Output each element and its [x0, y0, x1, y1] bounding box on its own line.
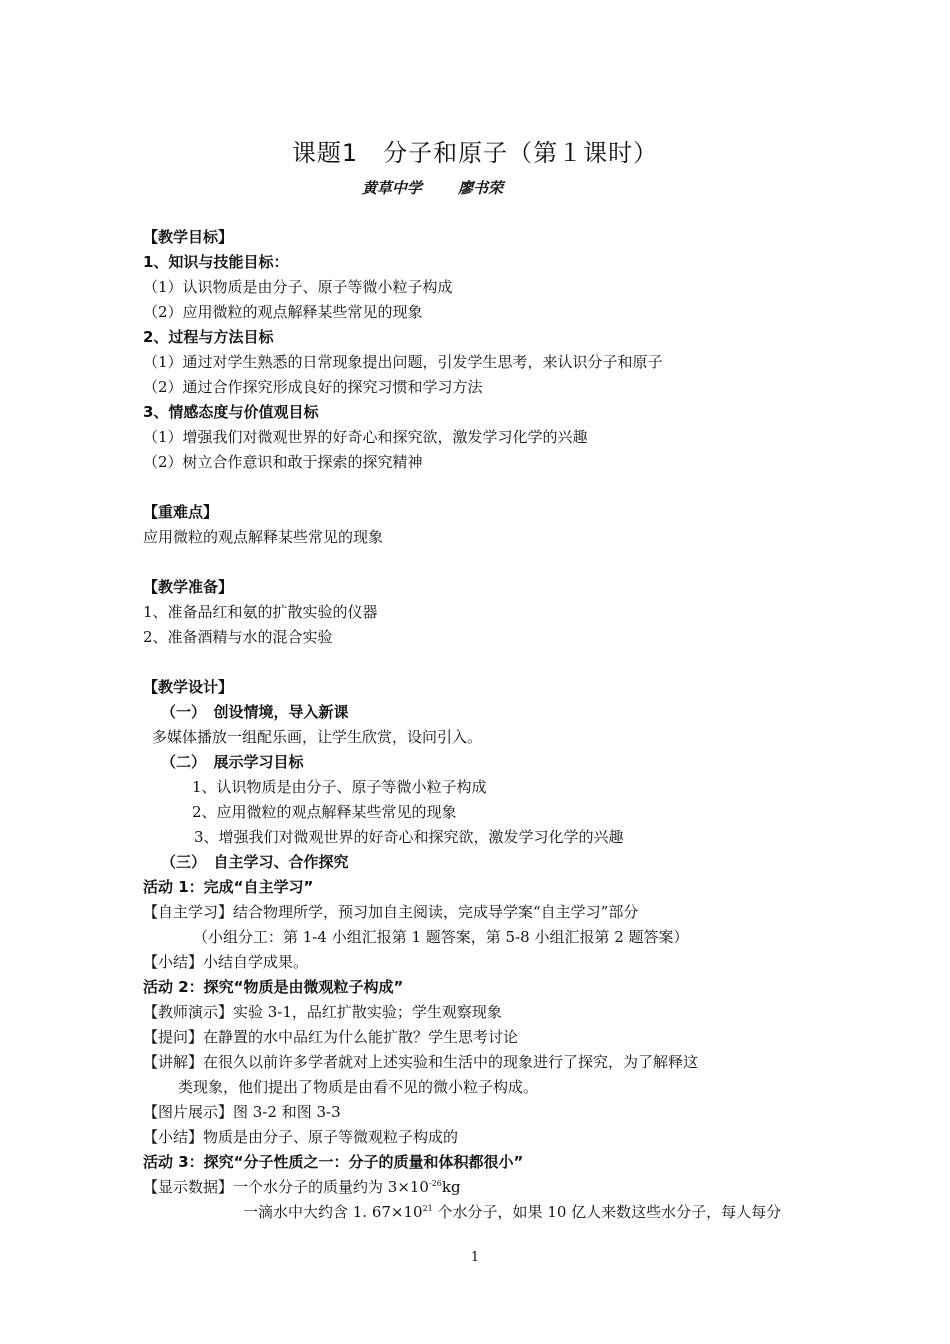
text-line: 【提问】在静置的水中品红为什么能扩散？学生思考讨论 — [143, 1028, 519, 1046]
section-heading: 1、知识与技能目标： — [143, 253, 289, 271]
blank-line — [143, 475, 833, 500]
section-heading: 活动 2：探究“物质是由微观粒子构成” — [143, 978, 404, 996]
section-heading: 活动 3：探究“分子性质之一：分子的质量和体积都很小” — [143, 1153, 524, 1171]
text-line: 1、准备品红和氨的扩散实验的仪器 — [143, 603, 378, 621]
section-heading: 2、过程与方法目标 — [143, 328, 274, 346]
text-line: 【教师演示】实验 3-1，品红扩散实验；学生观察现象 — [143, 1003, 502, 1021]
blank-line — [143, 650, 833, 675]
page-title: 课题1 分子和原子（第１课时） — [291, 139, 659, 167]
section-heading: 【教学目标】 — [143, 228, 234, 246]
text-line: 1、认识物质是由分子、原子等微小粒子构成 — [192, 778, 487, 796]
text-line: 【小结】小结自学成果。 — [143, 953, 309, 971]
data-line-mass: 【显示数据】一个水分子的质量约为 $3\times 10^{-26}kg$ — [143, 1178, 461, 1196]
text-line: （2）应用微粒的观点解释某些常见的现象 — [143, 303, 423, 321]
data-line-count: 一滴水中大约含 1. $67\times 10^{21}$ 个水分子，如果 10 亿人来数这些水分子，每人每分 — [243, 1203, 782, 1221]
text-line: 多媒体播放一组配乐画，让学生欣赏，设问引入。 — [152, 728, 483, 746]
text-line: 【讲解】在很久以前许多学者就对上述实验和生活中的现象进行了探究，为了解释这 — [143, 1053, 699, 1071]
text-line: （2）树立合作意识和敢于探索的探究精神 — [143, 453, 423, 471]
page-number: 1 — [470, 1250, 480, 1265]
text-line: 【图片展示】图 3-2 和图 3-3 — [143, 1103, 341, 1121]
section-heading: 活动 1：完成“自主学习” — [143, 878, 314, 896]
section-heading: （一） 创设情境，导入新课 — [161, 703, 349, 721]
document-body — [143, 225, 833, 1225]
text-line: （2）通过合作探究形成良好的探究习惯和学习方法 — [143, 378, 483, 396]
text-line: （1）通过对学生熟悉的日常现象提出问题，引发学生思考，来认识分子和原子 — [143, 353, 663, 371]
text-line: （1）增强我们对微观世界的好奇心和探究欲，激发学习化学的兴趣 — [143, 428, 588, 446]
section-heading: 3、情感态度与价值观目标 — [143, 403, 319, 421]
text-line: （小组分工：第 1-4 小组汇报第 1 题答案，第 5-8 小组汇报第 2 题答案） — [193, 928, 689, 946]
text-line: 【自主学习】结合物理所学，预习加自主阅读，完成导学案“自主学习”部分 — [143, 903, 639, 921]
section-heading: （二） 展示学习目标 — [161, 753, 304, 771]
text-line: 【小结】物质是由分子、原子等微观粒子构成的 — [143, 1128, 459, 1146]
text-line: 2、应用微粒的观点解释某些常见的现象 — [192, 803, 457, 821]
section-heading: 【重难点】 — [143, 503, 219, 521]
author-line: 黄草中学 廖书荣 — [361, 179, 504, 197]
text-line: 2、准备酒精与水的混合实验 — [143, 628, 333, 646]
blank-line — [143, 550, 833, 575]
text-line: （1）认识物质是由分子、原子等微小粒子构成 — [143, 278, 453, 296]
text-line: 3、增强我们对微观世界的好奇心和探究欲，激发学习化学的兴趣 — [194, 828, 624, 846]
text-line: 应用微粒的观点解释某些常见的现象 — [143, 528, 384, 546]
text-line: 类现象，他们提出了物质是由看不见的微小粒子构成。 — [178, 1078, 539, 1096]
section-heading: 【教学设计】 — [143, 678, 234, 696]
section-heading: （三） 自主学习、合作探究 — [161, 853, 349, 871]
section-heading: 【教学准备】 — [143, 578, 234, 596]
